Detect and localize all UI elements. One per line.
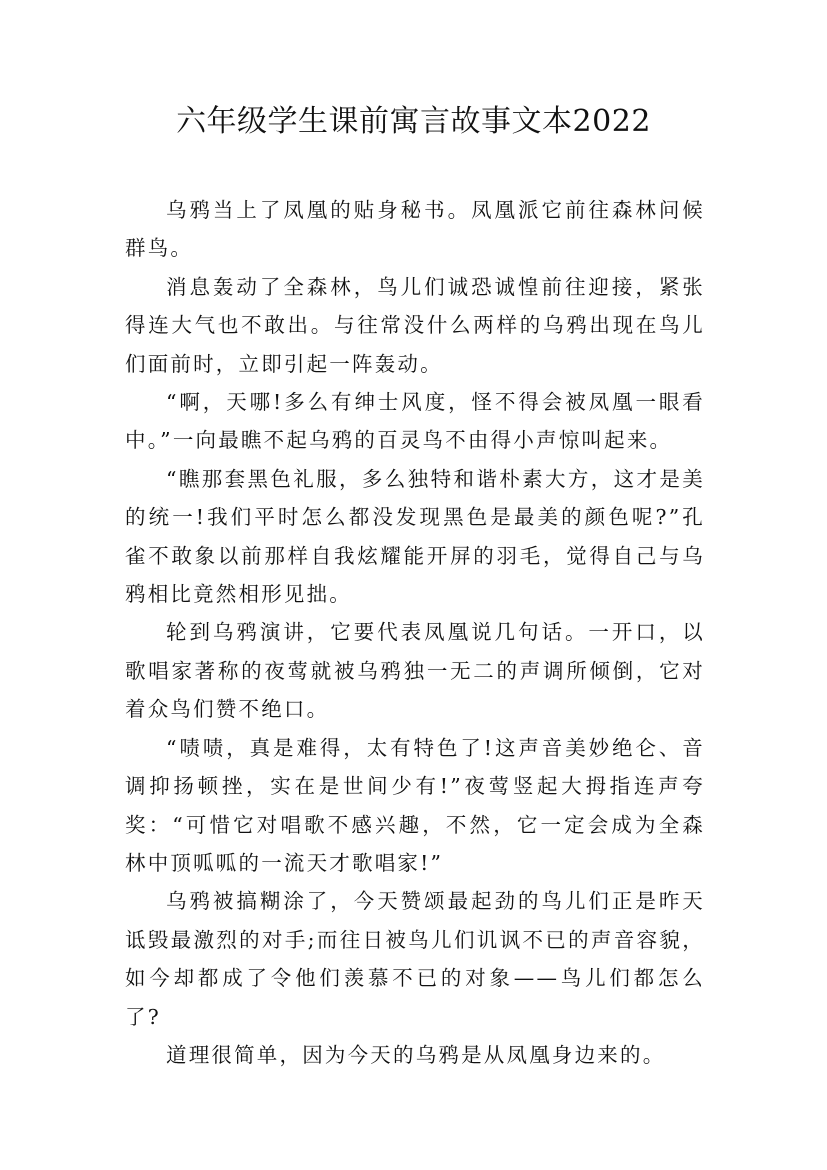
paragraph-5: 轮到乌鸦演讲，它要代表凤凰说几句话。一开口，以歌唱家著称的夜莺就被乌鸦独一无二的声调所倾倒，它对着众鸟们赞不绝口。: [125, 620, 705, 722]
paragraph-6: “啧啧，真是难得，太有特色了!这声音美妙绝仑、音调抑扬顿挫，实在是世间少有!”夜莺竖起大拇指连声夸奖：“可惜它对唱歌不感兴趣，不然，它一定会成为全森林中顶呱呱的一流天才歌唱家!”: [125, 735, 705, 875]
paragraph-8: 道理很简单，因为今天的乌鸦是从凤凰身边来的。: [166, 1042, 666, 1067]
paragraph-2: 消息轰动了全森林，鸟儿们诚恐诚惶前往迎接，紧张得连大气也不敢出。与往常没什么两样的乌鸦出现在鸟儿们面前时，立即引起一阵轰动。: [125, 274, 705, 376]
document-title: 六年级学生课前寓言故事文本2022: [176, 104, 651, 139]
document-body: [125, 191, 705, 1074]
paragraph-1: 乌鸦当上了凤凰的贴身秘书。凤凰派它前往森林问候群鸟。: [125, 198, 705, 261]
paragraph-7: 乌鸦被搞糊涂了，今天赞颂最起劲的鸟儿们正是昨天诋毁最激烈的对手;而往日被鸟儿们讥讽不已的声音容貌，如今却都成了令他们羡慕不已的对象——鸟儿们都怎么了?: [125, 889, 705, 1029]
paragraph-4: “瞧那套黑色礼服，多么独特和谐朴素大方，这才是美的统一!我们平时怎么都没发现黑色是最美的颜色呢?”孔雀不敢象以前那样自我炫耀能开屏的羽毛，觉得自己与乌鸦相比竟然相形见拙。: [125, 466, 705, 607]
paragraph-3: “啊，天哪!多么有绅士风度，怪不得会被凤凰一眼看中。”一向最瞧不起乌鸦的百灵鸟不由得小声惊叫起来。: [125, 390, 705, 453]
